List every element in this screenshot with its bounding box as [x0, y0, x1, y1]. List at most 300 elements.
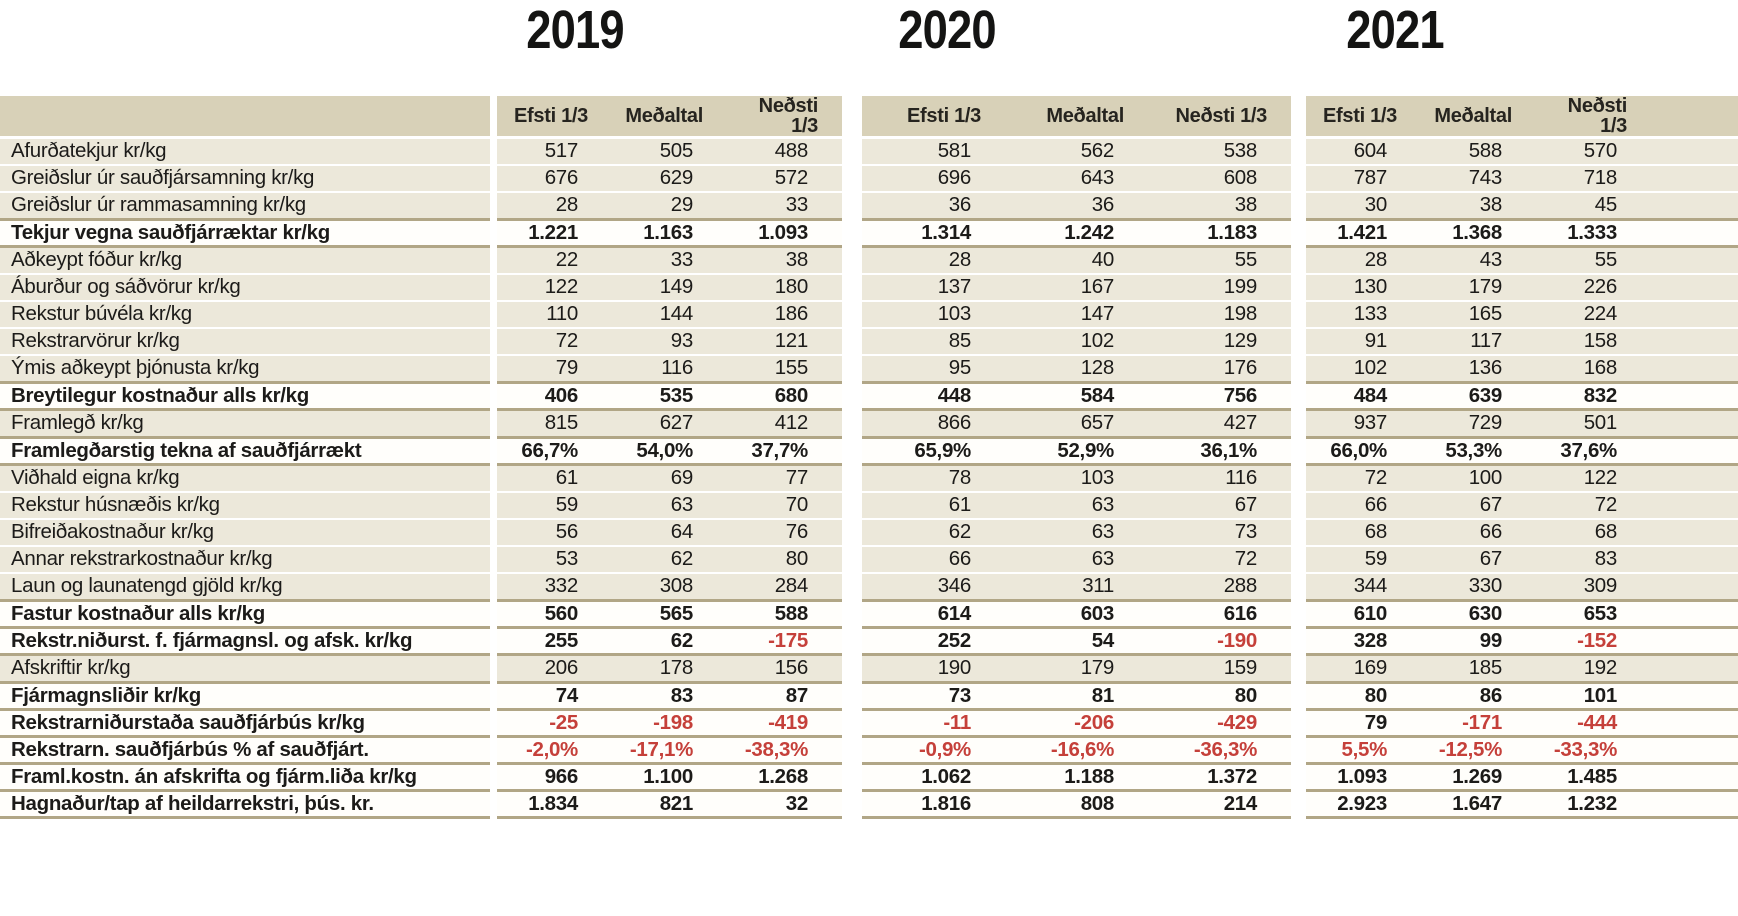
- value-cell: 55: [1536, 247, 1651, 275]
- value-cell: -444: [1536, 710, 1651, 737]
- table-row: [0, 274, 1738, 301]
- value-cell: 54: [1005, 628, 1148, 655]
- table-row: [0, 355, 1738, 383]
- value-cell: 588: [1421, 138, 1536, 166]
- value-cell: 192: [1536, 655, 1651, 683]
- table-row: [0, 383, 1738, 410]
- value-cell: -190: [1148, 628, 1291, 655]
- value-cell: 224: [1536, 301, 1651, 328]
- value-cell: 570: [1536, 138, 1651, 166]
- value-cell: 584: [1005, 383, 1148, 410]
- value-cell: 603: [1005, 601, 1148, 628]
- spacer-cell: [1651, 519, 1738, 546]
- sheep-farming-financial-table: [0, 96, 1738, 819]
- value-cell: 560: [497, 601, 612, 628]
- value-cell: 32: [727, 791, 842, 818]
- column-gap: [1291, 355, 1306, 383]
- column-header-row: [0, 96, 1738, 138]
- value-cell: -11: [862, 710, 1005, 737]
- value-cell: 1.333: [1536, 220, 1651, 247]
- column-gap: [842, 683, 862, 710]
- value-cell: 43: [1421, 247, 1536, 275]
- value-cell: 1.372: [1148, 764, 1291, 791]
- value-cell: 488: [727, 138, 842, 166]
- value-cell: 102: [1005, 328, 1148, 355]
- value-cell: 1.314: [862, 220, 1005, 247]
- row-label: Annar rekstrarkostnaður kr/kg: [0, 546, 490, 573]
- column-gap: [842, 764, 862, 791]
- value-cell: 28: [497, 192, 612, 220]
- value-cell: 168: [1536, 355, 1651, 383]
- value-cell: 155: [727, 355, 842, 383]
- value-cell: 1.368: [1421, 220, 1536, 247]
- value-cell: -33,3%: [1536, 737, 1651, 764]
- spacer-cell: [1651, 220, 1738, 247]
- row-label: Bifreiðakostnaður kr/kg: [0, 519, 490, 546]
- value-cell: 147: [1005, 301, 1148, 328]
- column-gap: [842, 737, 862, 764]
- value-cell: 40: [1005, 247, 1148, 275]
- value-cell: 2.923: [1306, 791, 1421, 818]
- column-gap: [490, 328, 497, 355]
- column-header: Neðsti 1/3: [1148, 96, 1291, 138]
- year-titles-band: [0, 0, 1738, 96]
- value-cell: 38: [1148, 192, 1291, 220]
- value-cell: 117: [1421, 328, 1536, 355]
- column-gap: [490, 546, 497, 573]
- corner-cell: [0, 96, 490, 138]
- column-gap: [1291, 737, 1306, 764]
- value-cell: 38: [1421, 192, 1536, 220]
- value-cell: 69: [612, 465, 727, 493]
- column-gap: [842, 138, 862, 166]
- value-cell: 116: [1148, 465, 1291, 493]
- row-label: Fjármagnsliðir kr/kg: [0, 683, 490, 710]
- value-cell: 226: [1536, 274, 1651, 301]
- value-cell: 815: [497, 410, 612, 438]
- value-cell: 1.232: [1536, 791, 1651, 818]
- row-label: Rekstur búvéla kr/kg: [0, 301, 490, 328]
- value-cell: 199: [1148, 274, 1291, 301]
- column-gap: [1291, 247, 1306, 275]
- value-cell: 63: [1005, 492, 1148, 519]
- column-gap: [490, 465, 497, 493]
- value-cell: 133: [1306, 301, 1421, 328]
- column-gap: [842, 383, 862, 410]
- value-cell: 66: [862, 546, 1005, 573]
- spacer-cell: [1651, 655, 1738, 683]
- value-cell: 252: [862, 628, 1005, 655]
- value-cell: 756: [1148, 383, 1291, 410]
- value-cell: 581: [862, 138, 1005, 166]
- row-label: Rekstrarvörur kr/kg: [0, 328, 490, 355]
- value-cell: 176: [1148, 355, 1291, 383]
- value-cell: 62: [862, 519, 1005, 546]
- value-cell: 137: [862, 274, 1005, 301]
- column-gap: [490, 737, 497, 764]
- column-gap: [1291, 165, 1306, 192]
- spacer-cell: [1651, 383, 1738, 410]
- value-cell: 1.485: [1536, 764, 1651, 791]
- value-cell: 80: [1306, 683, 1421, 710]
- value-cell: 81: [1005, 683, 1148, 710]
- value-cell: 29: [612, 192, 727, 220]
- table-row: [0, 655, 1738, 683]
- value-cell: 52,9%: [1005, 438, 1148, 465]
- table-row: [0, 465, 1738, 493]
- table-row: [0, 165, 1738, 192]
- column-gap: [842, 791, 862, 818]
- column-gap: [1291, 383, 1306, 410]
- value-cell: 28: [1306, 247, 1421, 275]
- value-cell: 328: [1306, 628, 1421, 655]
- value-cell: 156: [727, 655, 842, 683]
- value-cell: 55: [1148, 247, 1291, 275]
- column-gap: [1291, 601, 1306, 628]
- value-cell: 80: [1148, 683, 1291, 710]
- value-cell: 130: [1306, 274, 1421, 301]
- column-gap: [1291, 764, 1306, 791]
- table-row: [0, 492, 1738, 519]
- value-cell: 165: [1421, 301, 1536, 328]
- value-cell: 643: [1005, 165, 1148, 192]
- value-cell: 1.816: [862, 791, 1005, 818]
- column-gap: [842, 410, 862, 438]
- column-header: Meðaltal: [612, 96, 727, 138]
- value-cell: 484: [1306, 383, 1421, 410]
- year-title-2021: 2021: [1346, 0, 1444, 60]
- column-gap: [1291, 546, 1306, 573]
- column-gap: [842, 601, 862, 628]
- spacer-cell: [1651, 546, 1738, 573]
- value-cell: 53,3%: [1421, 438, 1536, 465]
- column-gap: [1291, 465, 1306, 493]
- value-cell: 62: [612, 546, 727, 573]
- value-cell: 937: [1306, 410, 1421, 438]
- value-cell: 66,0%: [1306, 438, 1421, 465]
- column-gap: [842, 165, 862, 192]
- column-gap: [490, 655, 497, 683]
- value-cell: 330: [1421, 573, 1536, 601]
- value-cell: -38,3%: [727, 737, 842, 764]
- row-label: Afurðatekjur kr/kg: [0, 138, 490, 166]
- value-cell: 630: [1421, 601, 1536, 628]
- table-row: [0, 138, 1738, 166]
- value-cell: 33: [612, 247, 727, 275]
- value-cell: -25: [497, 710, 612, 737]
- column-gap: [1291, 438, 1306, 465]
- value-cell: 73: [1148, 519, 1291, 546]
- value-cell: 62: [612, 628, 727, 655]
- table-row: [0, 192, 1738, 220]
- value-cell: 680: [727, 383, 842, 410]
- value-cell: 406: [497, 383, 612, 410]
- value-cell: -12,5%: [1421, 737, 1536, 764]
- value-cell: 743: [1421, 165, 1536, 192]
- table-row: [0, 573, 1738, 601]
- value-cell: 332: [497, 573, 612, 601]
- value-cell: 639: [1421, 383, 1536, 410]
- value-cell: 158: [1536, 328, 1651, 355]
- value-cell: 179: [1421, 274, 1536, 301]
- value-cell: -419: [727, 710, 842, 737]
- column-header: Neðsti 1/3: [1536, 96, 1651, 138]
- value-cell: 614: [862, 601, 1005, 628]
- value-cell: 102: [1306, 355, 1421, 383]
- value-cell: 36,1%: [1148, 438, 1291, 465]
- value-cell: 38: [727, 247, 842, 275]
- value-cell: 517: [497, 138, 612, 166]
- value-cell: 1.093: [727, 220, 842, 247]
- value-cell: 128: [1005, 355, 1148, 383]
- table-row: [0, 710, 1738, 737]
- column-gap: [1291, 710, 1306, 737]
- value-cell: 63: [1005, 519, 1148, 546]
- value-cell: 149: [612, 274, 727, 301]
- value-cell: 72: [1148, 546, 1291, 573]
- value-cell: 85: [862, 328, 1005, 355]
- value-cell: 1.221: [497, 220, 612, 247]
- value-cell: 101: [1536, 683, 1651, 710]
- column-gap: [1291, 192, 1306, 220]
- column-gap: [490, 96, 497, 138]
- value-cell: 1.268: [727, 764, 842, 791]
- value-cell: 5,5%: [1306, 737, 1421, 764]
- value-cell: -16,6%: [1005, 737, 1148, 764]
- column-gap: [490, 383, 497, 410]
- row-label: Rekstr.niðurst. f. fjármagnsl. og afsk. kr/kg: [0, 628, 490, 655]
- value-cell: 832: [1536, 383, 1651, 410]
- value-cell: 186: [727, 301, 842, 328]
- column-header: Neðsti 1/3: [727, 96, 842, 138]
- value-cell: 1.100: [612, 764, 727, 791]
- row-label: Ýmis aðkeypt þjónusta kr/kg: [0, 355, 490, 383]
- spacer-cell: [1651, 764, 1738, 791]
- spacer-cell: [1651, 737, 1738, 764]
- column-gap: [1291, 683, 1306, 710]
- value-cell: 22: [497, 247, 612, 275]
- value-cell: 129: [1148, 328, 1291, 355]
- column-header: Efsti 1/3: [1306, 96, 1421, 138]
- value-cell: 73: [862, 683, 1005, 710]
- column-header: Meðaltal: [1005, 96, 1148, 138]
- value-cell: 169: [1306, 655, 1421, 683]
- value-cell: -175: [727, 628, 842, 655]
- table-row: [0, 601, 1738, 628]
- value-cell: -429: [1148, 710, 1291, 737]
- spacer-cell: [1651, 410, 1738, 438]
- column-gap: [490, 519, 497, 546]
- value-cell: 30: [1306, 192, 1421, 220]
- value-cell: 1.834: [497, 791, 612, 818]
- value-cell: 103: [862, 301, 1005, 328]
- value-cell: 103: [1005, 465, 1148, 493]
- column-gap: [490, 301, 497, 328]
- value-cell: 627: [612, 410, 727, 438]
- table-row: [0, 301, 1738, 328]
- column-gap: [490, 492, 497, 519]
- value-cell: 311: [1005, 573, 1148, 601]
- value-cell: 608: [1148, 165, 1291, 192]
- value-cell: 67: [1421, 492, 1536, 519]
- value-cell: 288: [1148, 573, 1291, 601]
- spacer-cell: [1651, 628, 1738, 655]
- value-cell: 80: [727, 546, 842, 573]
- value-cell: 59: [497, 492, 612, 519]
- value-cell: 1.269: [1421, 764, 1536, 791]
- value-cell: 36: [862, 192, 1005, 220]
- value-cell: -0,9%: [862, 737, 1005, 764]
- value-cell: 1.163: [612, 220, 727, 247]
- table-row: [0, 247, 1738, 275]
- value-cell: 1.062: [862, 764, 1005, 791]
- column-gap: [490, 683, 497, 710]
- table-row: [0, 220, 1738, 247]
- value-cell: 966: [497, 764, 612, 791]
- row-label: Laun og launatengd gjöld kr/kg: [0, 573, 490, 601]
- column-gap: [490, 355, 497, 383]
- column-gap: [1291, 655, 1306, 683]
- column-gap: [1291, 220, 1306, 247]
- spacer-cell: [1651, 138, 1738, 166]
- spacer-cell: [1651, 301, 1738, 328]
- value-cell: 70: [727, 492, 842, 519]
- value-cell: 72: [1306, 465, 1421, 493]
- value-cell: 676: [497, 165, 612, 192]
- value-cell: 1.093: [1306, 764, 1421, 791]
- value-cell: 538: [1148, 138, 1291, 166]
- value-cell: 696: [862, 165, 1005, 192]
- table-row: [0, 546, 1738, 573]
- column-gap: [842, 220, 862, 247]
- value-cell: 76: [727, 519, 842, 546]
- value-cell: 144: [612, 301, 727, 328]
- value-cell: 63: [1005, 546, 1148, 573]
- table-row: [0, 791, 1738, 818]
- column-gap: [490, 438, 497, 465]
- column-gap: [490, 165, 497, 192]
- value-cell: 1.242: [1005, 220, 1148, 247]
- column-gap: [1291, 96, 1306, 138]
- value-cell: 74: [497, 683, 612, 710]
- value-cell: 116: [612, 355, 727, 383]
- row-label: Viðhald eigna kr/kg: [0, 465, 490, 493]
- value-cell: 1.421: [1306, 220, 1421, 247]
- value-cell: 572: [727, 165, 842, 192]
- column-gap: [490, 220, 497, 247]
- value-cell: 65,9%: [862, 438, 1005, 465]
- value-cell: 64: [612, 519, 727, 546]
- value-cell: 501: [1536, 410, 1651, 438]
- column-gap: [490, 601, 497, 628]
- table-row: [0, 737, 1738, 764]
- column-header: Efsti 1/3: [862, 96, 1005, 138]
- value-cell: 178: [612, 655, 727, 683]
- value-cell: 67: [1421, 546, 1536, 573]
- value-cell: 1.183: [1148, 220, 1291, 247]
- value-cell: 95: [862, 355, 1005, 383]
- value-cell: 122: [497, 274, 612, 301]
- column-gap: [1291, 301, 1306, 328]
- table-row: [0, 328, 1738, 355]
- value-cell: 99: [1421, 628, 1536, 655]
- row-label: Rekstrarn. sauðfjárbús % af sauðfjárt.: [0, 737, 490, 764]
- value-cell: 37,7%: [727, 438, 842, 465]
- value-cell: 79: [1306, 710, 1421, 737]
- row-label: Rekstur húsnæðis kr/kg: [0, 492, 490, 519]
- value-cell: 629: [612, 165, 727, 192]
- value-cell: -171: [1421, 710, 1536, 737]
- value-cell: 45: [1536, 192, 1651, 220]
- value-cell: -17,1%: [612, 737, 727, 764]
- row-label: Framl.kostn. án afskrifta og fjárm.liða kr/kg: [0, 764, 490, 791]
- value-cell: 79: [497, 355, 612, 383]
- value-cell: 54,0%: [612, 438, 727, 465]
- value-cell: 167: [1005, 274, 1148, 301]
- value-cell: 179: [1005, 655, 1148, 683]
- spacer-cell: [1651, 492, 1738, 519]
- column-gap: [490, 192, 497, 220]
- value-cell: 610: [1306, 601, 1421, 628]
- row-label: Greiðslur úr sauðfjársamning kr/kg: [0, 165, 490, 192]
- value-cell: 588: [727, 601, 842, 628]
- row-label: Áburður og sáðvörur kr/kg: [0, 274, 490, 301]
- year-title-2019: 2019: [526, 0, 624, 60]
- table-row: [0, 410, 1738, 438]
- value-cell: 36: [1005, 192, 1148, 220]
- column-gap: [490, 628, 497, 655]
- value-cell: 67: [1148, 492, 1291, 519]
- value-cell: 616: [1148, 601, 1291, 628]
- value-cell: 412: [727, 410, 842, 438]
- column-gap: [842, 655, 862, 683]
- value-cell: 535: [612, 383, 727, 410]
- year-title-2020: 2020: [898, 0, 996, 60]
- value-cell: 66: [1421, 519, 1536, 546]
- row-label: Greiðslur úr rammasamning kr/kg: [0, 192, 490, 220]
- column-gap: [842, 546, 862, 573]
- value-cell: 214: [1148, 791, 1291, 818]
- value-cell: 66,7%: [497, 438, 612, 465]
- spacer-cell: [1651, 165, 1738, 192]
- spacer-cell: [1651, 247, 1738, 275]
- spacer-cell: [1651, 274, 1738, 301]
- spacer-cell: [1651, 328, 1738, 355]
- value-cell: 56: [497, 519, 612, 546]
- spacer-cell: [1651, 96, 1738, 138]
- column-gap: [1291, 492, 1306, 519]
- column-gap: [490, 247, 497, 275]
- value-cell: 136: [1421, 355, 1536, 383]
- table-row: [0, 628, 1738, 655]
- value-cell: 93: [612, 328, 727, 355]
- value-cell: 72: [497, 328, 612, 355]
- value-cell: -36,3%: [1148, 737, 1291, 764]
- value-cell: -152: [1536, 628, 1651, 655]
- value-cell: -206: [1005, 710, 1148, 737]
- column-gap: [842, 96, 862, 138]
- value-cell: 77: [727, 465, 842, 493]
- column-gap: [842, 192, 862, 220]
- value-cell: 180: [727, 274, 842, 301]
- value-cell: 505: [612, 138, 727, 166]
- column-gap: [490, 791, 497, 818]
- column-gap: [842, 328, 862, 355]
- value-cell: 87: [727, 683, 842, 710]
- value-cell: 427: [1148, 410, 1291, 438]
- value-cell: 448: [862, 383, 1005, 410]
- spacer-cell: [1651, 601, 1738, 628]
